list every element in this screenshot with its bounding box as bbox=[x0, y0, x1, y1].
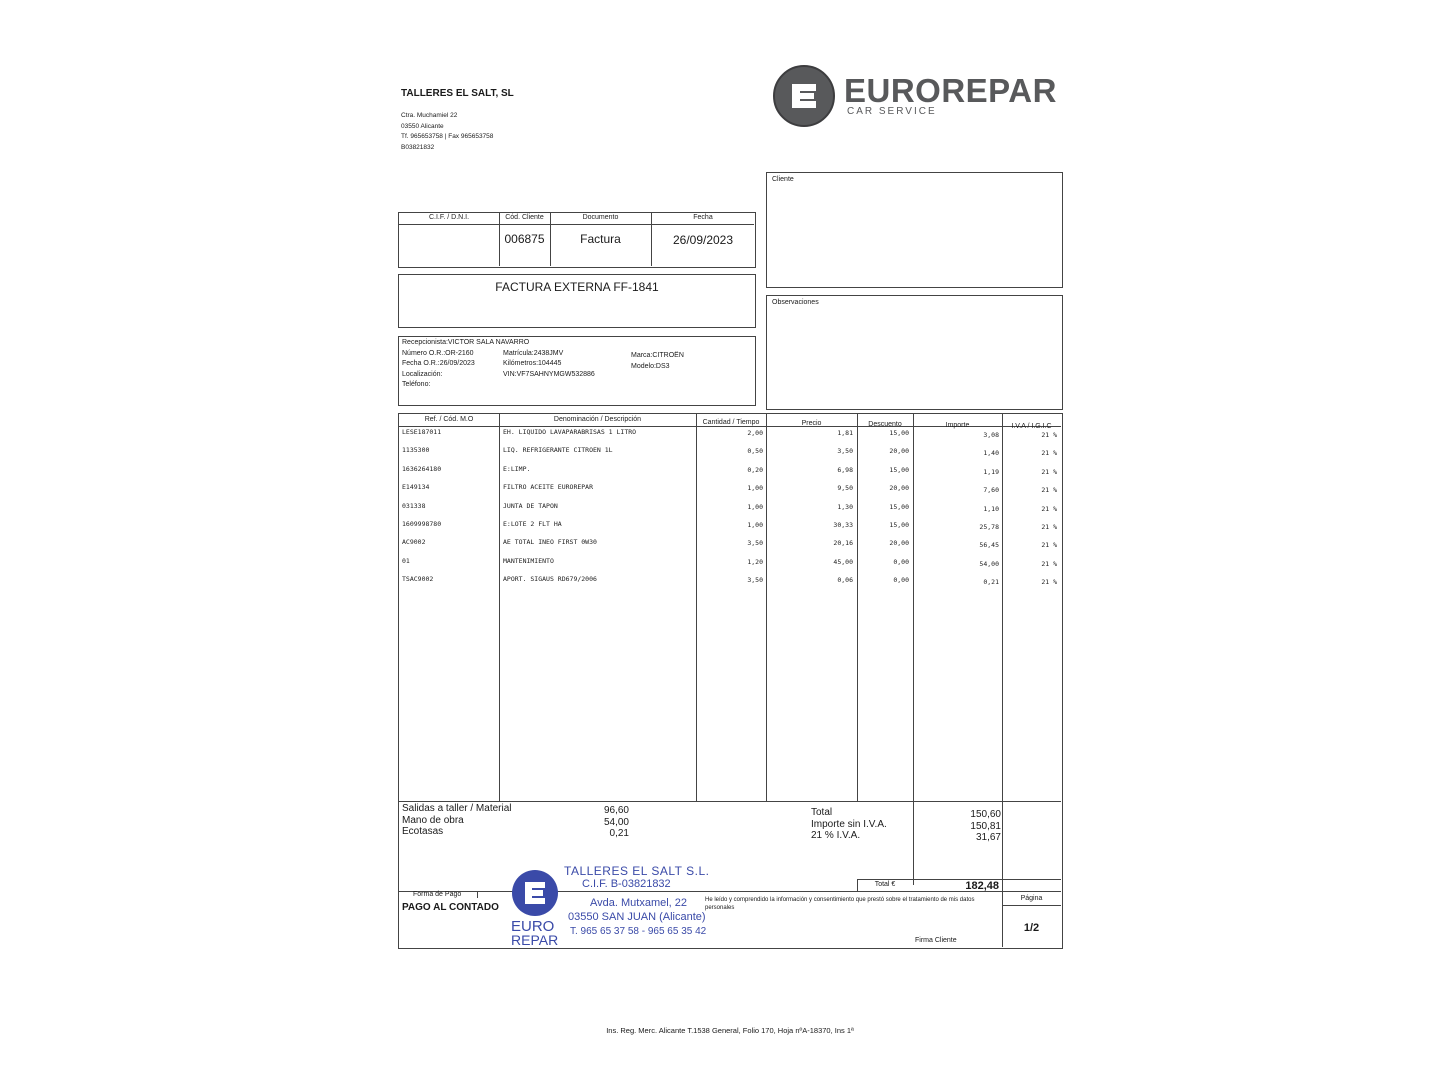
company-line: Ctra. Muchamiel 22 bbox=[401, 112, 458, 119]
receptionist: Recepcionista:VICTOR SALA NAVARRO bbox=[402, 339, 530, 346]
grand-total-value: 182,48 bbox=[965, 880, 999, 892]
cell-qty: 1,00 bbox=[747, 484, 763, 493]
net-value: 150,81 bbox=[970, 820, 1001, 832]
col-client-code: Cód. Cliente bbox=[505, 214, 544, 221]
cell-qty: 1,00 bbox=[747, 502, 763, 511]
stamp-phone: T. 965 65 37 58 - 965 65 35 42 bbox=[570, 926, 707, 937]
col-date: Fecha bbox=[693, 214, 713, 221]
cell-qty: 0,50 bbox=[747, 447, 763, 456]
cell-disc: 20,00 bbox=[889, 447, 909, 456]
cell-ref: 1135300 bbox=[402, 446, 430, 455]
plate: Matrícula:2438JMV bbox=[503, 349, 564, 357]
observations-label: Observaciones bbox=[772, 299, 819, 306]
cell-price: 0,06 bbox=[837, 576, 853, 585]
stamp-city: 03550 SAN JUAN (Alicante) bbox=[568, 911, 706, 923]
grand-total-label: Total € bbox=[874, 881, 896, 888]
stamp-title: TALLERES EL SALT S.L. bbox=[564, 864, 710, 878]
cell-ref: LESE187011 bbox=[402, 428, 442, 436]
company-line: B03821832 bbox=[401, 143, 435, 151]
signature-label: Firma Cliente bbox=[915, 937, 957, 944]
cell-desc: JUNTA DE TAPON bbox=[503, 501, 558, 510]
summary-label-material: Salidas a taller / Material bbox=[402, 803, 512, 814]
cell-price: 1,30 bbox=[837, 502, 853, 511]
col-ref: Ref. / Cód. M.O bbox=[424, 416, 474, 423]
cell-amount: 1,19 bbox=[983, 467, 999, 476]
company-line: Tf. 965653758 | Fax 965653758 bbox=[401, 133, 494, 140]
cell-amount: 25,78 bbox=[979, 523, 999, 531]
cell-ref: 1609998780 bbox=[402, 520, 442, 528]
cell-disc: 20,00 bbox=[889, 539, 909, 548]
total-value: 150,60 bbox=[970, 809, 1001, 820]
km: Kilómetros:104445 bbox=[503, 360, 562, 367]
client-code-value: 006875 bbox=[504, 232, 545, 246]
col-cif: C.I.F. / D.N.I. bbox=[428, 214, 470, 221]
page-value: 1/2 bbox=[1023, 922, 1040, 934]
stamp-cif: C.I.F. B-03821832 bbox=[582, 878, 671, 890]
cell-price: 20,16 bbox=[833, 539, 853, 548]
cell-ref: 01 bbox=[402, 556, 410, 565]
date-value: 26/09/2023 bbox=[672, 233, 734, 247]
col-amount: Importe bbox=[945, 422, 970, 429]
stamp-logo-icon bbox=[510, 868, 560, 918]
summary-label-labour: Mano de obra bbox=[402, 814, 464, 826]
invoice-title-box bbox=[398, 274, 756, 328]
vat-value: 31,67 bbox=[975, 832, 1001, 843]
company-stamp bbox=[508, 862, 748, 952]
cell-vat: 21 % bbox=[1041, 431, 1057, 439]
cell-amount: 56,45 bbox=[979, 541, 999, 550]
make: Marca:CITROËN bbox=[631, 352, 684, 359]
order-info-box bbox=[398, 336, 756, 406]
cell-disc: 20,00 bbox=[889, 484, 909, 493]
cell-qty: 0,20 bbox=[747, 465, 763, 474]
cell-vat: 21 % bbox=[1041, 486, 1057, 495]
cell-disc: 15,00 bbox=[889, 521, 909, 529]
stamp-logo-bottom: REPAR bbox=[511, 932, 559, 948]
cell-desc: MANTENIMIENTO bbox=[503, 556, 554, 565]
client-label: Cliente bbox=[772, 176, 794, 183]
summary-value-ecotax: 0,21 bbox=[609, 828, 629, 839]
cell-disc: 0,00 bbox=[893, 576, 909, 585]
cell-disc: 15,00 bbox=[889, 429, 909, 437]
company-address bbox=[401, 111, 493, 153]
cell-qty: 2,00 bbox=[747, 429, 763, 437]
observations-box bbox=[766, 295, 1063, 410]
cell-amount: 1,40 bbox=[983, 449, 999, 458]
footer-registry: Ins. Reg. Merc. Alicante T.1538 General, Folio 170, Hoja nºA-18370, Ins 1ª bbox=[606, 1026, 854, 1035]
cell-vat: 21 % bbox=[1041, 504, 1057, 513]
company-line: 03550 Alicante bbox=[401, 122, 444, 130]
cell-desc: E:LIMP. bbox=[503, 464, 531, 473]
order-number: Número O.R.:OR-2160 bbox=[402, 349, 474, 357]
cell-ref: AC9002 bbox=[402, 538, 426, 547]
client-box bbox=[766, 172, 1063, 288]
company-name: TALLERES EL SALT, SL bbox=[401, 88, 514, 99]
cell-disc: 15,00 bbox=[889, 502, 909, 511]
phone: Teléfono: bbox=[402, 381, 431, 388]
cell-disc: 15,00 bbox=[889, 465, 909, 474]
cell-desc: APORT. SIGAUS RD679/2006 bbox=[503, 575, 597, 584]
cell-vat: 21 % bbox=[1041, 541, 1057, 550]
order-date: Fecha O.R.:26/09/2023 bbox=[402, 360, 475, 367]
cell-vat: 21 % bbox=[1041, 449, 1057, 458]
model: Modelo:DS3 bbox=[631, 362, 670, 370]
payment-label: Forma de Pago bbox=[413, 891, 462, 898]
brand-logo-icon bbox=[772, 64, 836, 128]
col-vat: I.V.A / I.G.I.C bbox=[1011, 423, 1052, 430]
col-document: Documento bbox=[582, 214, 619, 221]
cell-price: 9,50 bbox=[837, 484, 853, 493]
cell-price: 45,00 bbox=[833, 557, 853, 566]
cell-price: 3,50 bbox=[837, 447, 853, 456]
cell-qty: 3,50 bbox=[747, 576, 763, 585]
cell-price: 1,81 bbox=[837, 429, 853, 437]
net-label: Importe sin I.V.A. bbox=[811, 818, 887, 830]
col-discount: Descuento bbox=[868, 421, 902, 428]
summary-value-material: 96,60 bbox=[603, 805, 629, 816]
cell-desc: AE TOTAL INEO FIRST 0W30 bbox=[503, 538, 597, 547]
cell-desc: FILTRO ACEITE EUROREPAR bbox=[503, 483, 594, 492]
cell-vat: 21 % bbox=[1041, 467, 1057, 476]
cell-ref: E149134 bbox=[402, 483, 430, 492]
stamp-logo-top: EURO bbox=[511, 918, 555, 935]
cell-qty: 3,50 bbox=[747, 539, 763, 548]
cell-amount: 54,00 bbox=[979, 559, 999, 568]
cell-qty: 1,20 bbox=[747, 557, 763, 566]
brand-name: EUROREPAR bbox=[844, 72, 1057, 109]
summary-value-labour: 54,00 bbox=[603, 816, 629, 828]
cell-vat: 21 % bbox=[1041, 523, 1057, 531]
cell-disc: 0,00 bbox=[893, 557, 909, 566]
cell-price: 30,33 bbox=[833, 521, 853, 529]
vin: VIN:VF7SAHNYMGW532886 bbox=[503, 370, 595, 378]
cell-vat: 21 % bbox=[1041, 559, 1057, 568]
brand-logo bbox=[772, 64, 1062, 128]
cell-vat: 21 % bbox=[1041, 578, 1057, 587]
invoice-title: FACTURA EXTERNA FF-1841 bbox=[495, 280, 659, 294]
stamp-address: Avda. Mutxamel, 22 bbox=[590, 897, 688, 909]
cell-qty: 1,00 bbox=[747, 521, 763, 529]
cell-amount: 1,10 bbox=[983, 504, 999, 513]
cell-desc: E:LOTE 2 FLT HA bbox=[503, 520, 562, 528]
document-value: Factura bbox=[580, 232, 621, 246]
cell-price: 6,98 bbox=[837, 465, 853, 474]
page-label: Página bbox=[1020, 895, 1043, 902]
cell-ref: 031338 bbox=[402, 501, 426, 510]
payment-value: PAGO AL CONTADO bbox=[402, 902, 499, 913]
col-price: Precio bbox=[801, 420, 822, 427]
consent-text: He leído y comprendido la información y consentimiento que prestó sobre el tratamiento de mis datos personales bbox=[705, 897, 975, 911]
cell-ref: TSAC9002 bbox=[402, 575, 434, 584]
total-label: Total bbox=[811, 807, 833, 818]
col-qty: Cantidad / Tiempo bbox=[702, 419, 760, 426]
cell-ref: 1636264180 bbox=[402, 464, 442, 473]
header-table bbox=[398, 212, 756, 268]
cell-amount: 7,60 bbox=[983, 486, 999, 495]
cell-amount: 0,21 bbox=[983, 578, 999, 587]
cell-amount: 3,08 bbox=[983, 431, 999, 439]
col-desc: Denominación / Descripción bbox=[553, 416, 642, 423]
location: Localización: bbox=[402, 370, 443, 378]
brand-tagline: CAR SERVICE bbox=[847, 106, 937, 117]
vat-label: 21 % I.V.A. bbox=[811, 830, 861, 841]
cell-desc: LIQ. REFRIGERANTE CITROEN 1L bbox=[503, 446, 613, 455]
summary-label-ecotax: Ecotasas bbox=[402, 826, 444, 837]
cell-desc: EH. LIQUIDO LAVAPARABRISAS 1 LITRO bbox=[503, 428, 637, 436]
